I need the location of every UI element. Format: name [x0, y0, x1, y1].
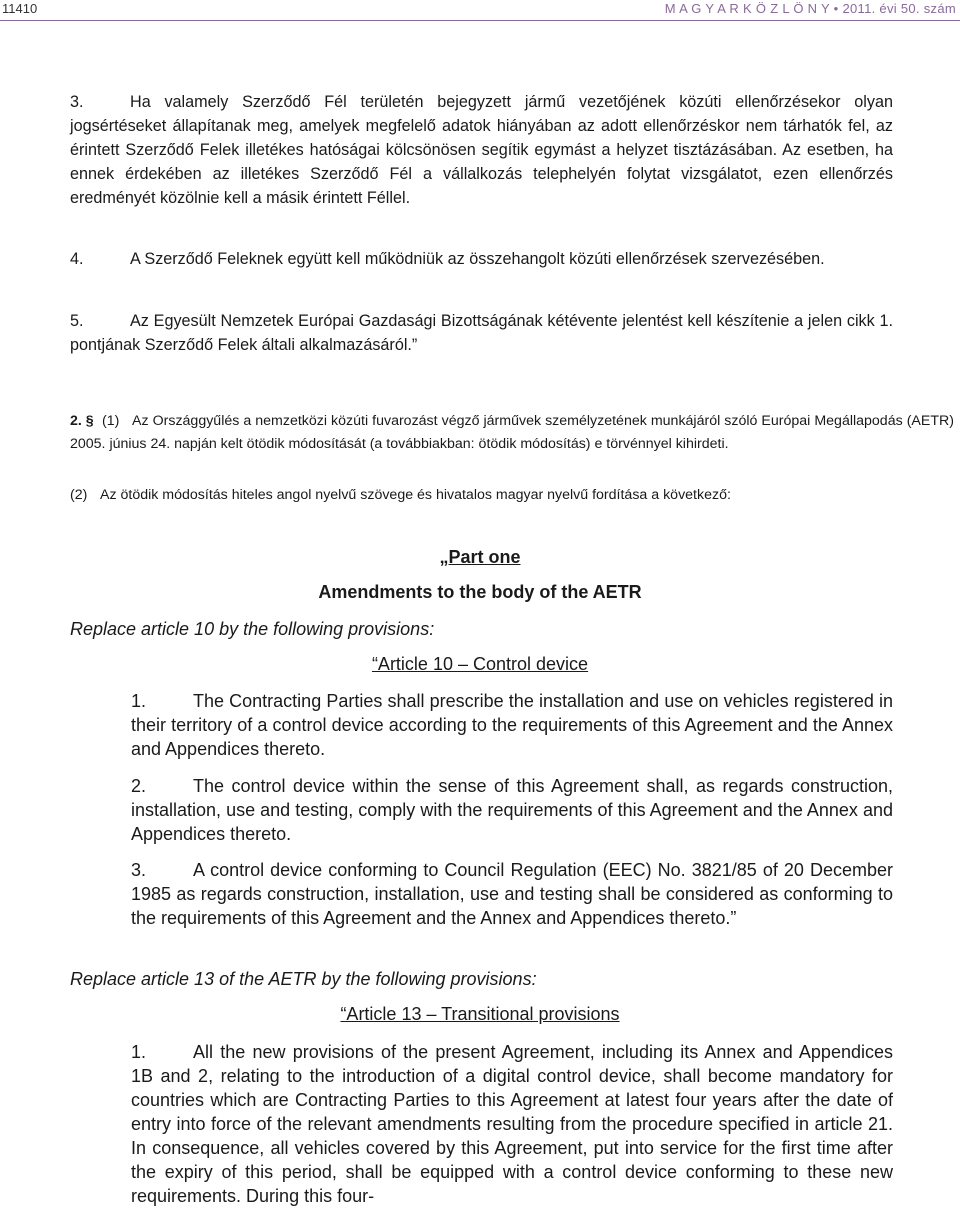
section-2-sub-1: [70, 410, 954, 456]
item-number: 3.: [131, 860, 147, 880]
article-13-item-1: [131, 1040, 893, 1208]
header-rule: [0, 20, 960, 21]
paragraph-number: 5.: [70, 312, 84, 330]
article-10-title: “Article 10 – Control device: [371, 654, 589, 674]
section-number: 2. §: [70, 413, 94, 429]
article-13-title: “Article 13 – Transitional provisions: [340, 1004, 620, 1024]
paragraph-number: 3.: [70, 93, 84, 111]
amendments-title: Amendments to the body of the AETR: [318, 582, 642, 602]
subsection-text: Az Országgyűlés a nemzetközi közúti fuvarozást végző járművek személyzetének munkájáról szóló Európai Megállapodás (AETR) 2005. június 24. napján kelt ötödik módosítását (a továbbiakban: ötödik módosítás) e törvénnyel kihirdeti.: [70, 413, 954, 452]
item-text: The Contracting Parties shall prescribe the installation and use on vehicles registered in their territory of a control device according to the requirements of this Agreement and the Annex and Appendices thereto.: [131, 691, 893, 759]
paragraph-5: [70, 309, 893, 357]
page-number: 11410: [2, 1, 38, 16]
paragraph-text: Ha valamely Szerződő Fél területén bejegyzett jármű vezetőjének közúti ellenőrzésekor olyan jogsértéseket állapítanak meg, amelyek megfelelő adatok hiányában az adott ellenőrzéskor nem tárhatók fel, az érintett Szerződő Felek illetékes hatóságai kölcsönösen segítik egymást a helyzet tisztázásában. Az esetben, ha ennek érdekében az illetékes Szerződő Fél a vállalkozás telephelyén folytat vizsgálatot, ezen ellenőrzés eredményét közölnie kell a másik érintett Féllel.: [70, 93, 893, 207]
article-10-item-3: [131, 858, 893, 930]
instruction-article-13: Replace article 13 of the AETR by the following provisions:: [70, 969, 537, 989]
part-title: „Part one: [439, 547, 521, 567]
subsection-label: (1): [102, 413, 120, 429]
paragraph-3: [70, 90, 893, 210]
item-number: 2.: [131, 776, 147, 796]
article-10-item-1: [131, 689, 893, 761]
running-head: M A G Y A R K Ö Z L Ö N Y • 2011. évi 50. szám: [664, 1, 956, 16]
item-text: A control device conforming to Council Regulation (EEC) No. 3821/85 of 20 December 1985 as regards construction, installation, use and testing shall be considered as conforming to the requirements of this Agreement and the Annex and Appendices thereto.”: [131, 860, 893, 928]
paragraph-text: A Szerződő Feleknek együtt kell működniük az összehangolt közúti ellenőrzések szervezésében.: [130, 250, 825, 268]
item-text: The control device within the sense of this Agreement shall, as regards construction, installation, use and testing, comply with the requirements of this Agreement and the Annex and Appendices thereto.: [131, 776, 893, 844]
subsection-label: (2): [70, 487, 88, 503]
item-number: 1.: [131, 691, 147, 711]
section-2-sub-2: [70, 484, 926, 507]
subsection-text: Az ötödik módosítás hiteles angol nyelvű szövege és hivatalos magyar nyelvű fordítása a következő:: [100, 487, 731, 503]
item-number: 1.: [131, 1042, 147, 1062]
item-text: All the new provisions of the present Agreement, including its Annex and Appendices 1B and 2, relating to the introduction of a digital control device, shall become mandatory for countries which are Contracting Parties to this Agreement at latest four years after the date of entry into force of the relevant amendments resulting from the procedure specified in article 21. In consequence, all vehicles covered by this Agreement, put into service for the first time after the expiry of this period, shall be equipped with a control device conforming to these new requirements. During this four-: [131, 1042, 893, 1206]
article-10-item-2: [131, 774, 893, 846]
paragraph-4: [70, 247, 893, 271]
paragraph-text: Az Egyesült Nemzetek Európai Gazdasági Bizottságának kétévente jelentést kell készítenie a jelen cikk 1. pontjának Szerződő Felek általi alkalmazásáról.”: [70, 312, 893, 354]
paragraph-number: 4.: [70, 250, 84, 268]
page-header: [0, 0, 960, 22]
instruction-article-10: Replace article 10 by the following provisions:: [70, 619, 435, 639]
